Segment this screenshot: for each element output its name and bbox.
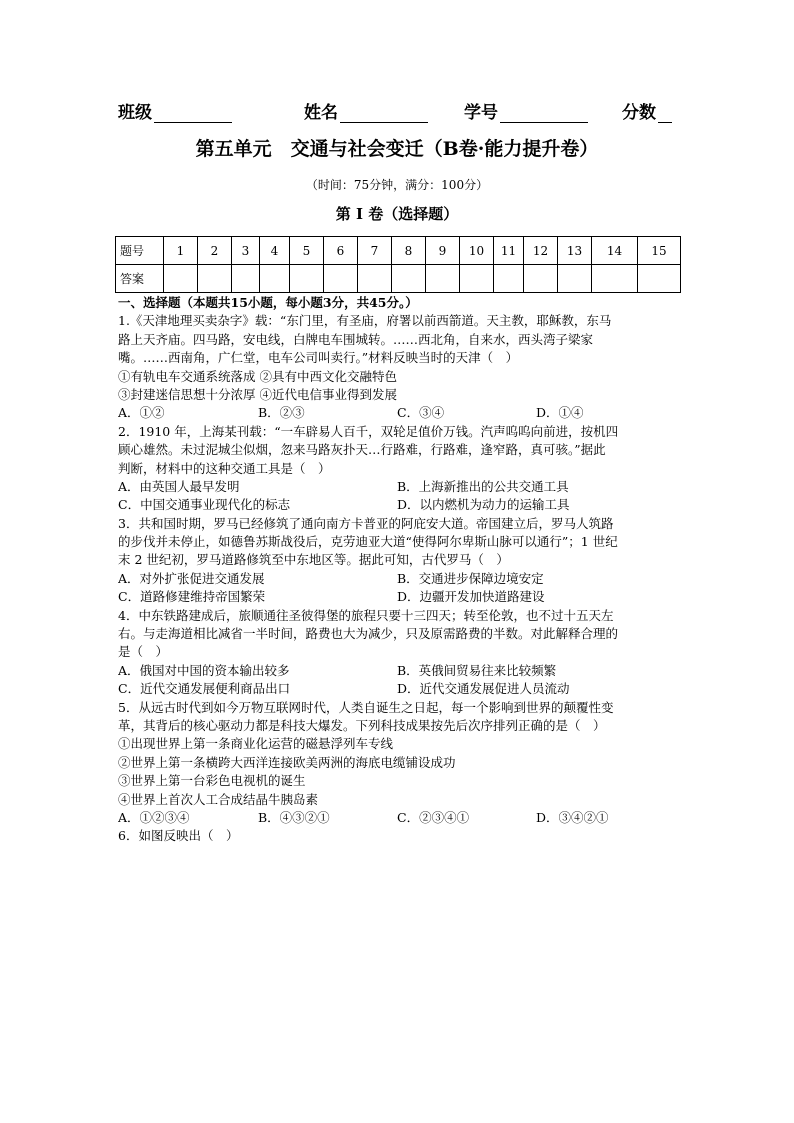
answer-cell[interactable] <box>358 265 392 293</box>
question-number-cell: 13 <box>558 237 592 265</box>
class-field <box>118 98 232 123</box>
score-field <box>622 98 672 123</box>
option-d[interactable]: D．近代交通发展促进人员流动 <box>397 681 570 697</box>
question-1 <box>118 312 682 422</box>
question-text-line: 6．如图反映出（ ） <box>118 828 239 844</box>
question-number-header: 题号 <box>116 237 164 265</box>
section-heading: 一、选择题（本题共15小题，每小题3分，共45分。） <box>118 295 418 310</box>
option-d[interactable]: D．边疆开发加快道路建设 <box>397 589 545 605</box>
question-text-line: 1.《天津地理买卖杂字》载：“东门里，有圣庙，府署以前西箭道。天主教，耶稣教，东马 <box>118 313 612 329</box>
question-text-line: 革，其背后的核心驱动力都是科技大爆发。下列科技成果按先后次序排列正确的是（ ） <box>118 717 606 733</box>
answer-table <box>115 236 681 293</box>
options-row <box>118 680 682 698</box>
option-c[interactable]: C．中国交通事业现代化的标志 <box>118 497 291 513</box>
question-number-cell: 5 <box>290 237 324 265</box>
answer-cell[interactable] <box>426 265 460 293</box>
question-text-line: 5．从远古时代到如今万物互联网时代，人类自诞生之日起，每一个影响到世界的颠覆性变 <box>118 699 614 715</box>
options-row <box>118 496 682 514</box>
question-text-line: 末 2 世纪初，罗马道路修筑至中东地区等。据此可知，古代罗马（ ） <box>118 552 509 568</box>
question-number-cell: 3 <box>232 237 260 265</box>
answer-cell[interactable] <box>232 265 260 293</box>
statement-line: ②世界上第一条横跨大西洋连接欧美两洲的海底电缆铺设成功 <box>118 754 456 770</box>
question-text-line: 2．1910 年，上海某刊载：“一车辟易人百千，双轮足值价万钱。汽声呜呜向前进，按机四 <box>118 423 619 439</box>
question-number-cell: 11 <box>494 237 524 265</box>
student-id-blank[interactable] <box>500 104 588 123</box>
option-a[interactable]: A．由英国人最早发明 <box>118 478 240 494</box>
question-number-cell: 8 <box>392 237 426 265</box>
statement-line: ①出现世界上第一条商业化运营的磁悬浮列车专线 <box>118 736 394 752</box>
answer-cell[interactable] <box>638 265 681 293</box>
score-label: 分数 <box>622 103 656 123</box>
option-a[interactable]: A．①② <box>118 405 165 421</box>
question-text-line: 嘴。……西南角，广仁堂，电车公司叫卖行。”材料反映当时的天津（ ） <box>118 350 519 366</box>
option-b[interactable]: B．交通进步保障边境安定 <box>397 570 544 586</box>
option-b[interactable]: B．英俄间贸易往来比较频繁 <box>397 662 557 678</box>
question-number-cell: 2 <box>198 237 232 265</box>
options-row <box>118 478 682 496</box>
question-number-row <box>116 237 681 265</box>
exam-time-info: （时间：75分钟，满分：100分） <box>305 178 489 192</box>
question-number-cell: 14 <box>592 237 638 265</box>
question-text-line: 4．中东铁路建成后，旅顺通往圣彼得堡的旅程只要十三四天；转至伦敦，也不过十五天左 <box>118 607 614 623</box>
statement-line: ①有轨电车交通系统落成 ②具有中西文化交融特色 <box>118 368 397 384</box>
options-row <box>118 662 682 680</box>
answer-cell[interactable] <box>260 265 290 293</box>
question-4 <box>118 607 682 699</box>
option-d[interactable]: D．①④ <box>536 405 584 421</box>
answer-cell[interactable] <box>164 265 198 293</box>
answer-header: 答案 <box>116 265 164 293</box>
question-text-line: 右。与走海道相比减省一半时间，路费也大为减少，只及原需路费的半数。对此解释合理的 <box>118 626 619 642</box>
class-label: 班级 <box>118 103 152 123</box>
answer-cell[interactable] <box>558 265 592 293</box>
name-field <box>304 98 428 123</box>
question-text-line: 顾心雄然。未过泥城尘似烟，忽来马路灰扑天…行路难，行路难，逢窄路，真可骇。”据此 <box>118 442 606 458</box>
answer-cell[interactable] <box>592 265 638 293</box>
questions-body <box>118 294 682 846</box>
option-b[interactable]: B．④③②① <box>258 809 330 825</box>
answer-cell[interactable] <box>460 265 494 293</box>
statement-line: ③世界上第一台彩色电视机的诞生 <box>118 773 306 789</box>
question-text-line: 3．共和国时期，罗马已经修筑了通向南方卡普亚的阿庇安大道。帝国建立后，罗马人筑路 <box>118 515 614 531</box>
options-row <box>118 404 682 422</box>
statement-line: ③封建迷信思想十分浓厚 ④近代电信事业得到发展 <box>118 386 397 402</box>
answer-row <box>116 265 681 293</box>
question-text-line: 是（ ） <box>118 644 169 660</box>
part-title: 第 I 卷（选择题） <box>335 205 459 223</box>
name-label: 姓名 <box>304 103 338 123</box>
question-number-cell: 12 <box>524 237 558 265</box>
option-b[interactable]: B．②③ <box>258 405 305 421</box>
option-c[interactable]: C．③④ <box>397 405 445 421</box>
question-text-line: 的步伐并未停止，如德鲁苏斯战役后，克劳迪亚大道“使得阿尔卑斯山脉可以通行”；1 世纪 <box>118 534 618 550</box>
question-2 <box>118 423 682 515</box>
answer-cell[interactable] <box>324 265 358 293</box>
question-number-cell: 10 <box>460 237 494 265</box>
answer-cell[interactable] <box>392 265 426 293</box>
class-blank[interactable] <box>154 104 232 123</box>
student-id-field <box>464 98 588 123</box>
question-number-cell: 9 <box>426 237 460 265</box>
question-number-cell: 7 <box>358 237 392 265</box>
options-row <box>118 809 682 827</box>
question-text-line: 路上天齐庙。四马路，安电线，白牌电车围城转。……西北角，自来水，西头湾子梁家 <box>118 331 594 347</box>
student-info-fields <box>118 98 688 124</box>
option-a[interactable]: A．①②③④ <box>118 809 190 825</box>
score-blank[interactable] <box>658 104 672 123</box>
name-blank[interactable] <box>340 104 428 123</box>
question-6 <box>118 827 682 845</box>
statement-line: ④世界上首次人工合成结晶牛胰岛素 <box>118 791 319 807</box>
option-c[interactable]: C．道路修建维持帝国繁荣 <box>118 589 266 605</box>
question-number-cell: 15 <box>638 237 681 265</box>
option-c[interactable]: C．近代交通发展便利商品出口 <box>118 681 291 697</box>
options-row <box>118 588 682 606</box>
question-number-cell: 4 <box>260 237 290 265</box>
question-5 <box>118 699 682 828</box>
answer-cell[interactable] <box>290 265 324 293</box>
option-b[interactable]: B．上海新推出的公共交通工具 <box>397 478 569 494</box>
answer-cell[interactable] <box>494 265 524 293</box>
student-id-label: 学号 <box>464 103 498 123</box>
question-text-line: 判断，材料中的这种交通工具是（ ） <box>118 460 331 476</box>
option-a[interactable]: A．俄国对中国的资本输出较多 <box>118 662 290 678</box>
answer-cell[interactable] <box>198 265 232 293</box>
option-d[interactable]: D．③④②① <box>536 809 609 825</box>
question-3 <box>118 515 682 607</box>
option-a[interactable]: A．对外扩张促进交通发展 <box>118 570 265 586</box>
question-number-cell: 1 <box>164 237 198 265</box>
option-d[interactable]: D．以内燃机为动力的运输工具 <box>397 497 570 513</box>
question-number-cell: 6 <box>324 237 358 265</box>
options-row <box>118 570 682 588</box>
page-title: 第五单元 交通与社会变迁（B卷·能力提升卷） <box>195 138 599 160</box>
option-c[interactable]: C．②③④① <box>397 809 470 825</box>
answer-cell[interactable] <box>524 265 558 293</box>
